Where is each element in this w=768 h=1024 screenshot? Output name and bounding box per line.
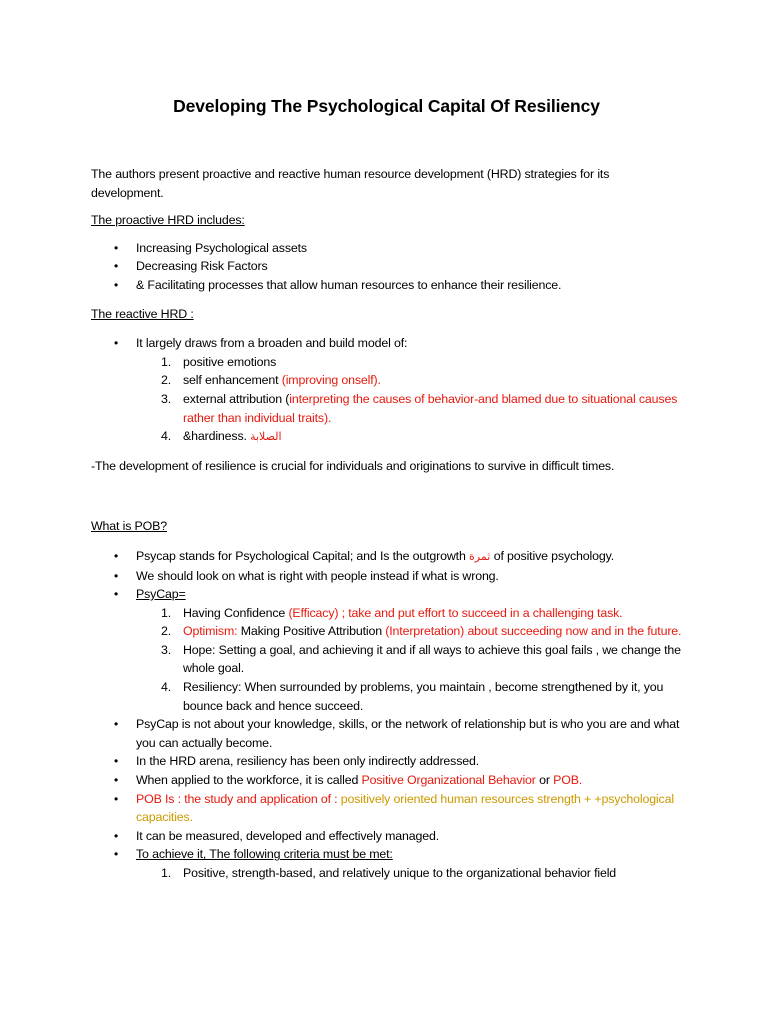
arabic-term: الصلابة xyxy=(250,430,282,444)
intro-paragraph: The authors present proactive and reactive human resource development (HRD) strategies for its development. xyxy=(91,167,610,200)
item-highlight: Positive Organizational Behavior xyxy=(361,773,536,788)
list-item xyxy=(136,622,682,641)
development-note: -The development of resilience is crucial for individuals and originations to survive in difficult times. xyxy=(91,458,615,473)
proactive-list xyxy=(91,239,682,295)
reactive-heading: The reactive HRD : xyxy=(91,306,194,321)
psycap-list xyxy=(136,604,682,716)
list-item xyxy=(136,371,682,390)
item-highlight: Optimism: xyxy=(183,624,238,639)
list-item: • Increasing Psychological assets xyxy=(91,239,682,258)
reactive-model-list xyxy=(136,353,682,447)
item-number: 2. xyxy=(161,373,172,388)
list-item xyxy=(91,771,682,790)
item-highlight: (Efficacy) ; take and put effort to succeed in a challenging task. xyxy=(288,605,623,620)
reactive-list xyxy=(91,334,682,447)
item-number: 3. xyxy=(161,391,172,406)
item-highlight: interpreting the causes of behavior-and blamed due to situational causes rather than individual traits). xyxy=(183,391,678,425)
item-text: When applied to the workforce, it is called xyxy=(136,773,362,788)
reactive-bullet-text: It largely draws from a broaden and build model of: xyxy=(136,336,408,351)
list-item xyxy=(136,390,682,427)
item-text: or xyxy=(535,773,554,788)
item-text: Making Positive Attribution xyxy=(237,624,386,639)
item-text: Psycap stands for Psychological Capital; and Is the outgrowth xyxy=(136,548,470,563)
pob-heading: What is POB? xyxy=(91,519,168,534)
item-highlight: POB. xyxy=(553,773,583,788)
proactive-heading: The proactive HRD includes: xyxy=(91,213,245,228)
document-title: Developing The Psychological Capital Of Resiliency xyxy=(173,96,600,116)
list-item xyxy=(91,585,682,715)
list-item: • Decreasing Risk Factors xyxy=(91,257,682,276)
list-item xyxy=(136,427,682,447)
list-item xyxy=(91,334,682,447)
item-text: &hardiness. xyxy=(183,429,251,444)
item-text: Resiliency: When surrounded by problems, you maintain , become strengthened by it, you bounce back and hence succeed. xyxy=(183,680,664,713)
item-text: Positive, strength-based, and relatively unique to the organizational behavior field xyxy=(183,866,617,880)
item-number: 3. xyxy=(161,642,172,657)
list-item xyxy=(136,641,682,678)
item-highlight: (improving onself). xyxy=(281,373,381,388)
list-item xyxy=(91,547,682,567)
criteria-heading: To achieve it, The following criteria must be met: xyxy=(136,847,393,862)
list-item: • PsyCap is not about your knowledge, skills, or the network of relationship but is who you are and what you can actually become. xyxy=(91,715,682,752)
list-item xyxy=(136,678,682,715)
list-item xyxy=(91,845,682,882)
list-item xyxy=(136,864,682,883)
item-number: 1. xyxy=(161,354,172,369)
list-item: • We should look on what is right with people instead if what is wrong. xyxy=(91,567,682,586)
item-text: Having Confidence xyxy=(183,605,289,620)
criteria-list xyxy=(136,864,682,883)
item-text: self enhancement xyxy=(183,373,282,388)
list-item xyxy=(91,790,682,827)
pob-list xyxy=(91,547,682,883)
item-text: external attribution ( xyxy=(183,391,290,406)
item-text: Hope: Setting a goal, and achieving it and if all ways to achieve this goal fails , we change the whole goal. xyxy=(183,642,681,676)
pob-definition-text: positively oriented human resources strength + +psychological capacities. xyxy=(136,791,674,825)
list-item: • It can be measured, developed and effectively managed. xyxy=(91,827,682,846)
list-item xyxy=(136,353,682,372)
item-text: positive emotions xyxy=(183,354,277,369)
item-text: of positive psychology. xyxy=(490,548,615,563)
item-highlight: (Interpretation) about succeeding now and in the future. xyxy=(385,624,682,639)
list-item: • In the HRD arena, resiliency has been only indirectly addressed. xyxy=(91,752,682,771)
item-number: 1. xyxy=(161,605,172,620)
pob-definition-label: POB Is : the study and application of : xyxy=(136,791,341,806)
list-item xyxy=(136,604,682,623)
arabic-term: ثمرة xyxy=(469,549,491,563)
item-number: 4. xyxy=(161,680,172,695)
item-number: 2. xyxy=(161,624,172,639)
psycap-label: PsyCap= xyxy=(136,587,186,602)
item-number: 1. xyxy=(161,866,172,880)
list-item: • & Facilitating processes that allow human resources to enhance their resilience. xyxy=(91,276,682,295)
item-number: 4. xyxy=(161,429,172,444)
